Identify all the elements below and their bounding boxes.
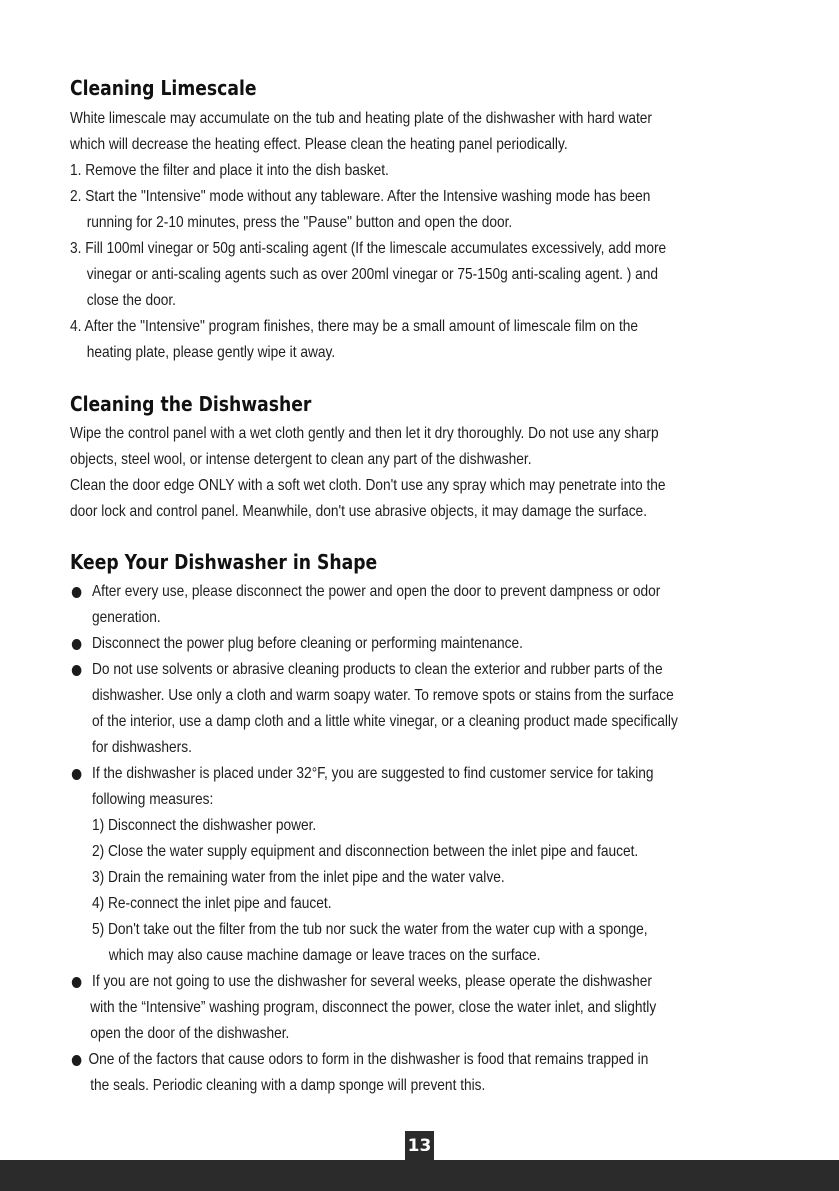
bullet-dot-icon: [72, 665, 82, 676]
paragraph-line: White limescale may accumulate on the tub and heating plate of the dishwasher with hard water: [70, 110, 653, 127]
bullet-item: [70, 1047, 697, 1073]
section-title: Cleaning the Dishwasher: [70, 392, 312, 416]
bullet-continued: the seals. Periodic cleaning with a damp sponge will prevent this.: [90, 1077, 486, 1094]
bullet-text: One of the factors that cause odors to form in the dishwasher is food that remains trapped in: [88, 1051, 649, 1068]
bullet-dot-icon: [72, 587, 82, 598]
bullet-continued: following measures:: [92, 791, 214, 808]
bullet-continued: generation.: [92, 609, 161, 626]
sub-step-3: 3) Drain the remaining water from the inlet pipe and the water valve.: [92, 869, 505, 886]
step-2-continued: running for 2-10 minutes, press the "Pause" button and open the door.: [86, 214, 513, 231]
bullet-continued: open the door of the dishwasher.: [90, 1025, 290, 1042]
bullet-dot-icon: [72, 1055, 82, 1066]
step-1: 1. Remove the filter and place it into the dish basket.: [70, 162, 389, 179]
step-2: 2. Start the "Intensive" mode without any tableware. After the Intensive washing mode has been: [70, 188, 651, 205]
bullet-continued: of the interior, use a damp cloth and a little white vinegar, or a cleaning product made specifically: [92, 713, 678, 730]
sub-step-2: 2) Close the water supply equipment and disconnection between the inlet pipe and faucet.: [92, 843, 639, 860]
bullet-item: [70, 579, 697, 605]
bullet-text: If you are not going to use the dishwasher for several weeks, please operate the dishwasher: [92, 973, 652, 990]
section-cleaning-dishwasher: [70, 390, 782, 525]
bullet-text: Disconnect the power plug before cleaning or performing maintenance.: [92, 635, 523, 652]
section-cleaning-limescale: [70, 74, 782, 366]
bullet-text: After every use, please disconnect the power and open the door to prevent dampness or odor: [92, 583, 661, 600]
paragraph-line: Clean the door edge ONLY with a soft wet cloth. Don't use any spray which may penetrate into the: [70, 477, 666, 494]
step-3: 3. Fill 100ml vinegar or 50g anti-scaling agent (If the limescale accumulates excessively, add more: [70, 240, 667, 257]
section-title: Keep Your Dishwasher in Shape: [70, 550, 378, 574]
step-4: 4. After the "Intensive" program finishes, there may be a small amount of limescale film on the: [70, 318, 639, 335]
bullet-continued: dishwasher. Use only a cloth and warm soapy water. To remove spots or stains from the surface: [92, 687, 674, 704]
section-title: Cleaning Limescale: [70, 76, 257, 100]
section-keep-in-shape: [70, 548, 782, 1099]
sub-step-5: 5) Don't take out the filter from the tub nor suck the water from the water cup with a sponge,: [92, 921, 648, 938]
bullet-continued: for dishwashers.: [92, 739, 192, 756]
bullet-text: If the dishwasher is placed under 32°F, you are suggested to find customer service for taking: [92, 765, 654, 782]
bullet-dot-icon: [72, 769, 82, 780]
page-content: [70, 74, 782, 1099]
bullet-item: [70, 761, 697, 787]
bullet-dot-icon: [72, 639, 82, 650]
paragraph-line: door lock and control panel. Meanwhile, don't use abrasive objects, it may damage the surface.: [70, 503, 648, 520]
page-number: 13: [405, 1131, 434, 1162]
step-3-continued: vinegar or anti-scaling agents such as over 200ml vinegar or 75-150g anti-scaling agent. ) and: [86, 266, 659, 283]
paragraph-line: which will decrease the heating effect. Please clean the heating panel periodically.: [70, 136, 568, 153]
step-3-continued: close the door.: [86, 292, 176, 309]
paragraph-line: objects, steel wool, or intense detergent to clean any part of the dishwasher.: [70, 451, 532, 468]
sub-step-4: 4) Re-connect the inlet pipe and faucet.: [92, 895, 332, 912]
bullet-item: [70, 657, 697, 683]
bullet-dot-icon: [72, 977, 82, 988]
footer-bar: [0, 1160, 839, 1191]
step-4-continued: heating plate, please gently wipe it away.: [86, 344, 336, 361]
paragraph-line: Wipe the control panel with a wet cloth gently and then let it dry thoroughly. Do not use any sharp: [70, 425, 659, 442]
bullet-item: [70, 969, 697, 995]
sub-step-1: 1) Disconnect the dishwasher power.: [92, 817, 317, 834]
bullet-text: Do not use solvents or abrasive cleaning products to clean the exterior and rubber parts of the: [92, 661, 663, 678]
bullet-continued: with the “Intensive” washing program, disconnect the power, close the water inlet, and slightly: [90, 999, 657, 1016]
bullet-item: [70, 631, 697, 657]
sub-step-5-continued: which may also cause machine damage or leave traces on the surface.: [108, 947, 541, 964]
